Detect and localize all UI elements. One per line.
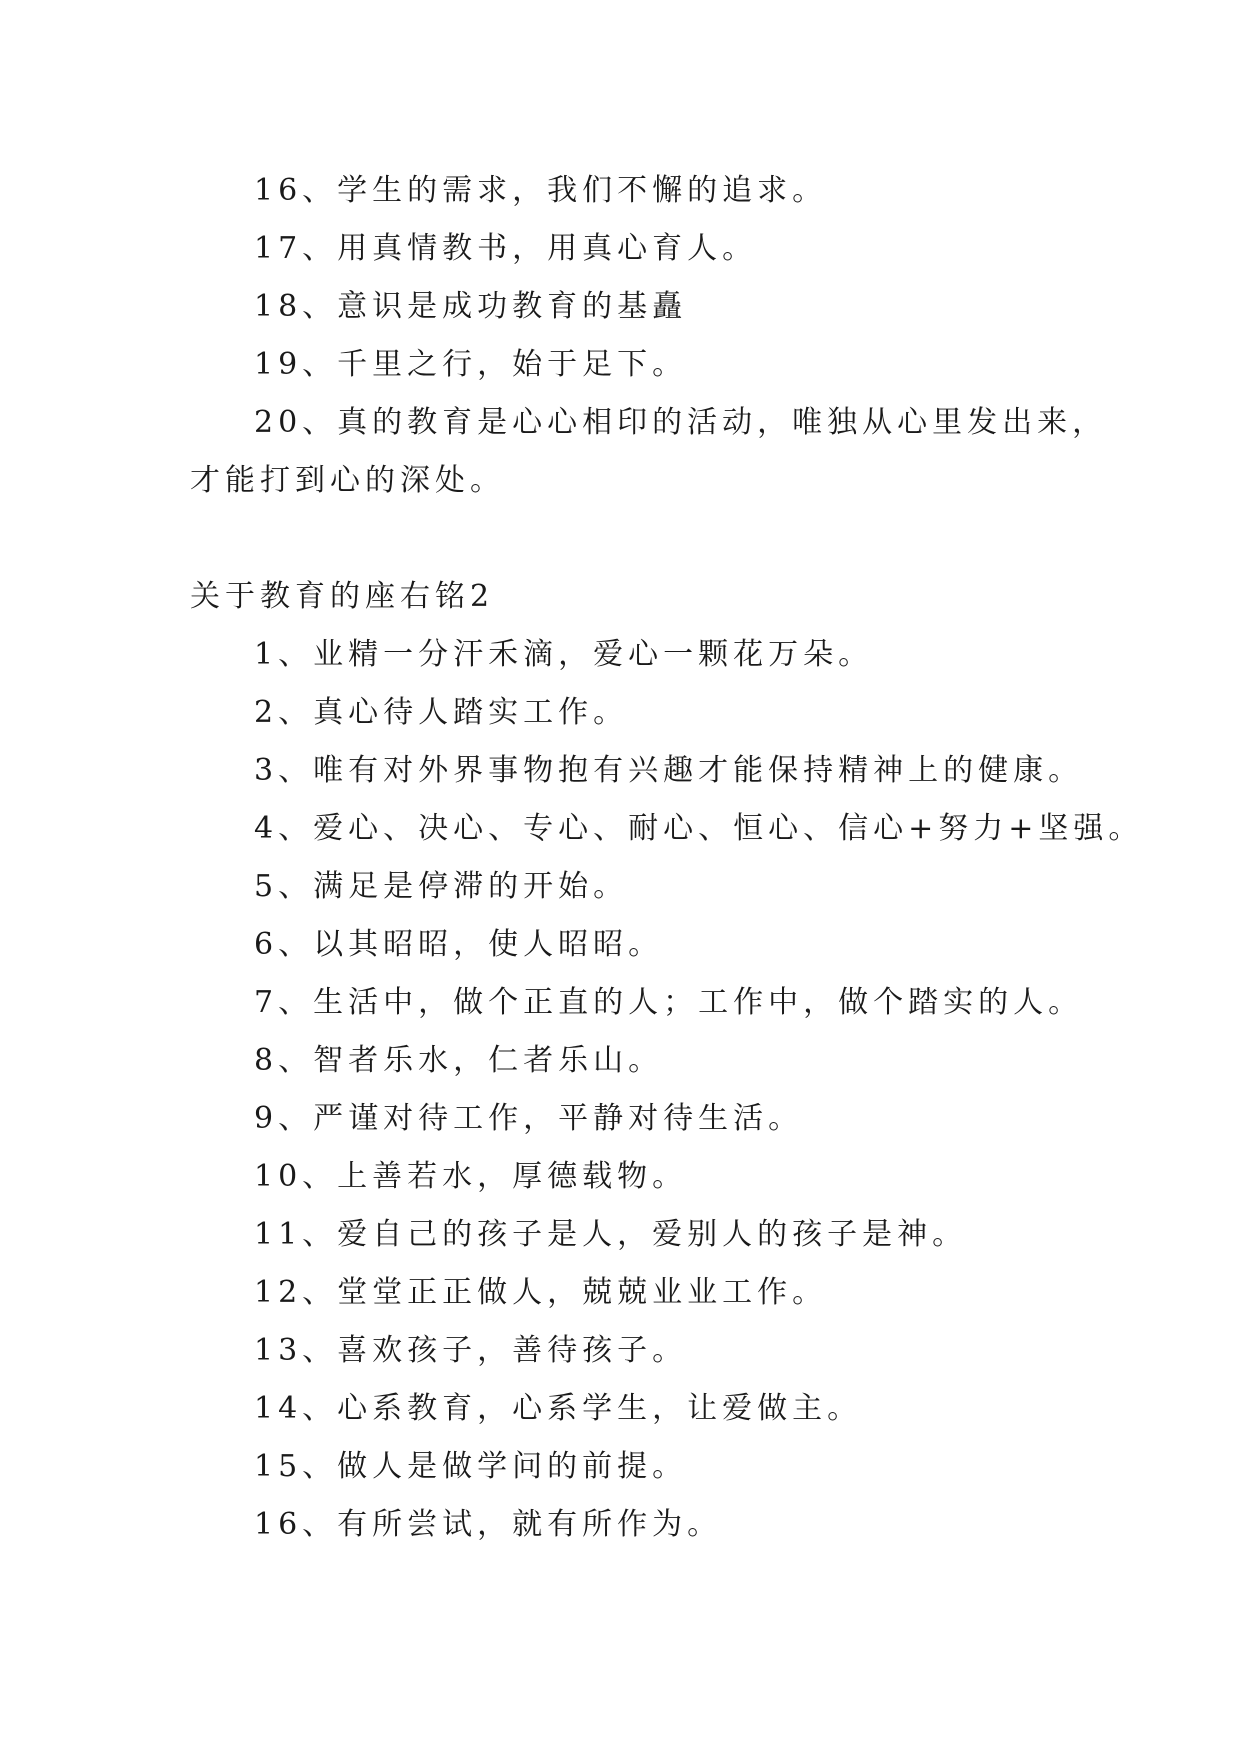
list-item: 16、学生的需求，我们不懈的追求。 (254, 173, 828, 208)
list-item: 3、唯有对外界事物抱有兴趣才能保持精神上的健康。 (254, 753, 1084, 788)
list-item: 8、智者乐水，仁者乐山。 (254, 1043, 664, 1078)
list-item: 16、有所尝试，就有所作为。 (254, 1507, 723, 1542)
list-item: 12、堂堂正正做人，兢兢业业工作。 (254, 1275, 828, 1310)
list-item: 10、上善若水，厚德载物。 (254, 1159, 688, 1194)
list-item: 1、业精一分汗禾滴，爱心一颗花万朵。 (254, 637, 874, 672)
list-item: 4、爱心、决心、专心、耐心、恒心、信心+努力+坚强。 (254, 811, 1144, 846)
list-item: 17、用真情教书，用真心育人。 (254, 231, 758, 266)
section-title: 关于教育的座右铭2 (190, 579, 495, 614)
list-item: 14、心系教育，心系学生，让爱做主。 (254, 1391, 863, 1426)
list-item: 18、意识是成功教育的基矗 (254, 289, 688, 324)
list-item: 19、千里之行，始于足下。 (254, 347, 688, 382)
list-item: 2、真心待人踏实工作。 (254, 695, 629, 730)
list-item: 6、以其昭昭，使人昭昭。 (254, 927, 664, 962)
list-item: 5、满足是停滞的开始。 (254, 869, 629, 904)
list-item: 11、爱自己的孩子是人，爱别人的孩子是神。 (254, 1217, 968, 1252)
list-item: 13、喜欢孩子，善待孩子。 (254, 1333, 688, 1368)
paragraph-spacer (190, 510, 1090, 568)
list-item: 9、严谨对待工作，平静对待生活。 (254, 1101, 804, 1136)
list-item-20-line-2: 才能打到心的深处。 (190, 463, 505, 498)
list-item: 7、生活中，做个正直的人；工作中，做个踏实的人。 (254, 985, 1084, 1020)
list-item-20-line-1: 20、真的教育是心心相印的活动，唯独从心里发出来， (254, 405, 1108, 440)
document-body (190, 162, 1144, 1554)
list-item: 15、做人是做学问的前提。 (254, 1449, 688, 1484)
